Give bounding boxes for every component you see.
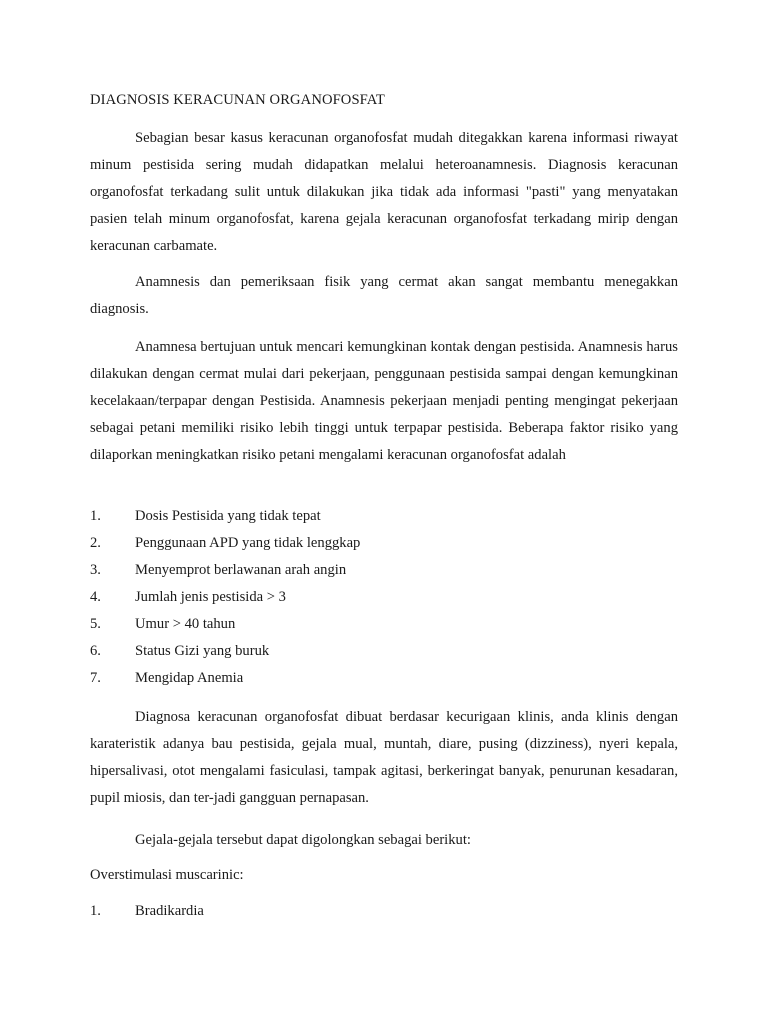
list-item [90, 530, 678, 557]
paragraph-diagnosa: Diagnosa keracunan organofosfat dibuat berdasar kecurigaan klinis, anda klinis dengan karateristik adanya bau pestisida, gejala mual, muntah, diare, pusing (dizziness), nyeri kepala, hipersalivasi, otot mengalami fasiculasi, tampak agitasi, berkeringat banyak, penurunan kesadaran, pupil miosis, dan ter-jadi gangguan pernapasan. [90, 709, 678, 806]
list-item-text: Umur > 40 tahun [135, 616, 236, 632]
list-item-number: 6. [90, 643, 101, 659]
list-item-text: Jumlah jenis pestisida > 3 [135, 589, 286, 605]
list-item [90, 898, 678, 925]
list-item-number: 1. [90, 508, 101, 524]
muscarinic-list [90, 898, 678, 925]
list-item-text: Menyemprot berlawanan arah angin [135, 562, 347, 578]
paragraph-gejala: Gejala-gejala tersebut dapat digolongkan sebagai berikut: [135, 832, 471, 848]
list-item-number: 2. [90, 535, 101, 551]
list-item [90, 503, 678, 530]
list-item-text: Bradikardia [135, 903, 204, 919]
paragraph-anamnesis: Anamnesis dan pemeriksaan fisik yang cermat akan sangat membantu menegakkan diagnosis. [90, 274, 678, 317]
list-item-text: Penggunaan APD yang tidak lenggkap [135, 535, 361, 551]
list-item-text: Dosis Pestisida yang tidak tepat [135, 508, 321, 524]
list-item [90, 638, 678, 665]
list-item [90, 557, 678, 584]
paragraph-anamnesa: Anamnesa bertujuan untuk mencari kemungkinan kontak dengan pestisida. Anamnesis harus dilakukan dengan cermat mulai dari pekerjaan, penggunaan pestisida sampai dengan kemungkinan kecelakaan/terpapar dengan Pestisida. Anamnesis pekerjaan menjadi penting mengingat pekerjaan sebagai petani memiliki risiko lebih tinggi untuk terpapar pestisida. Beberapa faktor risiko yang dilaporkan meningkatkan risiko petani mengalami keracunan organofosfat adalah [90, 339, 678, 463]
list-item [90, 584, 678, 611]
subheading-muscarinic: Overstimulasi muscarinic: [90, 867, 244, 883]
list-item [90, 611, 678, 638]
list-item-number: 4. [90, 589, 101, 605]
risk-factor-list [90, 503, 678, 692]
list-item [90, 665, 678, 692]
list-item-number: 1. [90, 903, 101, 919]
paragraph-intro: Sebagian besar kasus keracunan organofosfat mudah ditegakkan karena informasi riwayat minum pestisida sering mudah didapatkan melalui heteroanamnesis. Diagnosis keracunan organofosfat terkadang sulit untuk dilakukan jika tidak ada informasi "pasti" yang menyatakan pasien telah minum organofosfat, karena gejala keracunan organofosfat terkadang mirip dengan keracunan carbamate. [90, 130, 678, 254]
list-item-text: Status Gizi yang buruk [135, 643, 270, 659]
document-title: DIAGNOSIS KERACUNAN ORGANOFOSFAT [90, 92, 385, 108]
list-item-number: 7. [90, 670, 101, 686]
list-item-text: Mengidap Anemia [135, 670, 244, 686]
list-item-number: 5. [90, 616, 101, 632]
list-item-number: 3. [90, 562, 101, 578]
